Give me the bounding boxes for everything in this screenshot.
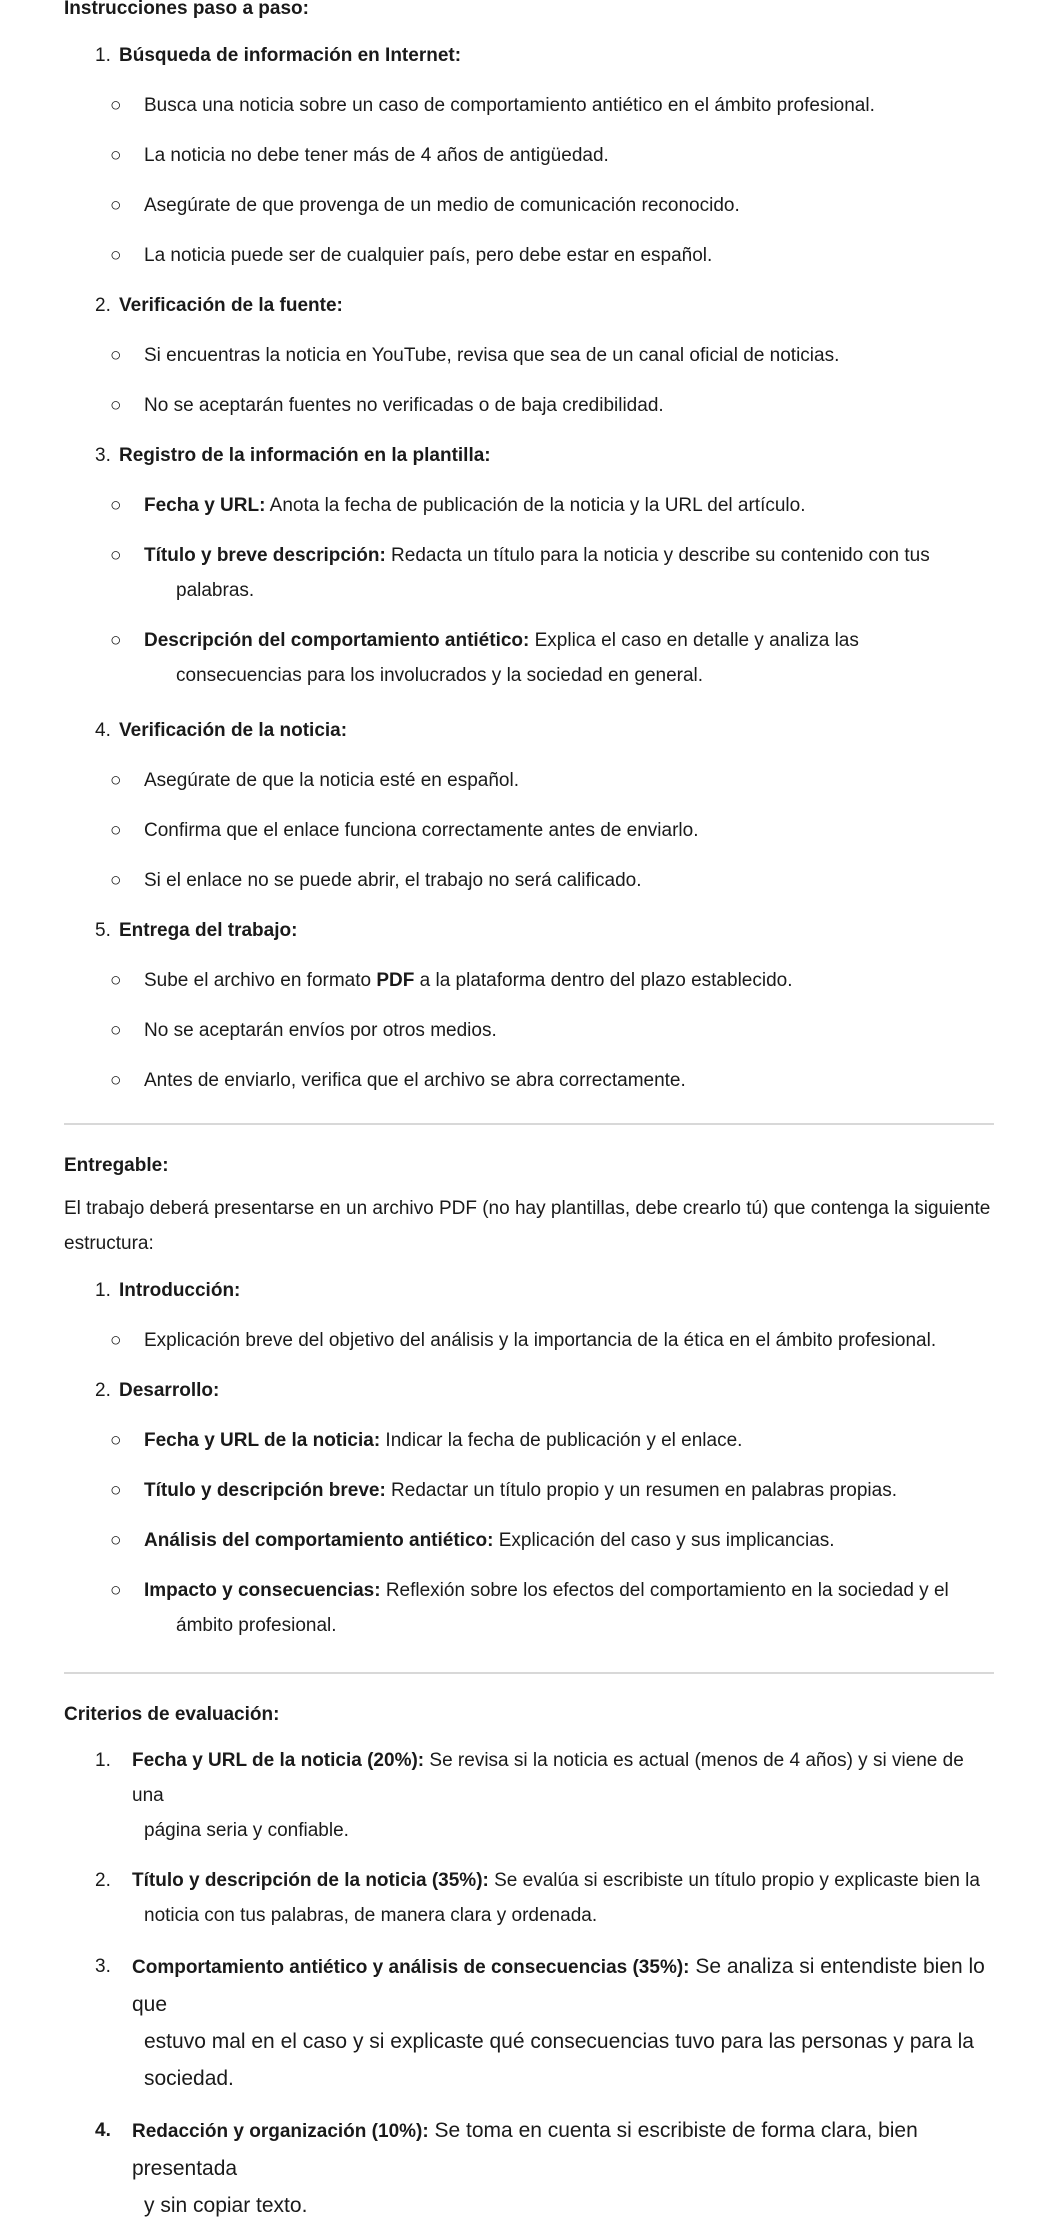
bullet-icon: ○	[110, 1430, 122, 1451]
criteria-list	[64, 1743, 994, 2224]
section-divider	[64, 1672, 994, 1674]
step-title: Desarrollo:	[119, 1380, 220, 1401]
list-item: ○ Si encuentras la noticia en YouTube, revisa que sea de un canal oficial de noticias.	[9, 338, 994, 373]
criteria-number: 4.	[95, 2120, 111, 2141]
bullet-icon: ○	[110, 145, 122, 166]
list-item: ○ La noticia no debe tener más de 4 años de antigüedad.	[9, 138, 994, 173]
step-item	[64, 713, 994, 748]
bullet-icon: ○	[110, 195, 122, 216]
list-item: ○ La noticia puede ser de cualquier país, pero debe estar en español.	[9, 238, 994, 273]
section-divider	[64, 1123, 994, 1125]
deliverable-heading: Entregable:	[64, 1155, 169, 1176]
list-item: ○ Asegúrate de que provenga de un medio de comunicación reconocido.	[9, 188, 994, 223]
bullet-icon: ○	[110, 1330, 122, 1351]
list-item: ○ Descripción del comportamiento antiético: Explica el caso en detalle y analiza las consecuencias para los involucrados y la sociedad en general.	[9, 623, 994, 693]
criteria-item: 4. Redacción y organización (10%): Se toma en cuenta si escribiste de forma clara, bien presentada y sin copiar texto.	[64, 2112, 994, 2224]
bullet-icon: ○	[110, 395, 122, 416]
step-4-items	[64, 763, 994, 898]
step-title: Introducción:	[119, 1280, 241, 1301]
step-5	[64, 913, 994, 948]
bullet-icon: ○	[110, 870, 122, 891]
step-3	[64, 438, 994, 473]
list-item: ○ Asegúrate de que la noticia esté en español.	[9, 763, 994, 798]
step-item	[64, 913, 994, 948]
bullet-icon: ○	[110, 1530, 122, 1551]
criteria-number: 3.	[95, 1956, 111, 1977]
list-item: ○ Si el enlace no se puede abrir, el trabajo no será calificado.	[9, 863, 994, 898]
bullet-icon: ○	[110, 820, 122, 841]
step-title: Registro de la información en la plantilla:	[119, 445, 491, 466]
list-item: ○ Título y breve descripción: Redacta un título para la noticia y describe su contenido con tus palabras.	[9, 538, 994, 608]
bullet-icon: ○	[110, 970, 122, 991]
list-item: ○ Busca una noticia sobre un caso de comportamiento antiético en el ámbito profesional.	[9, 88, 994, 123]
step-4	[64, 713, 994, 748]
list-item: ○ Confirma que el enlace funciona correctamente antes de enviarlo.	[9, 813, 994, 848]
deliverable-section-2-items	[64, 1423, 994, 1643]
list-item: ○ Antes de enviarlo, verifica que el archivo se abra correctamente.	[9, 1063, 994, 1098]
step-number: 1.	[95, 1280, 111, 1301]
step-number: 2.	[95, 1380, 111, 1401]
criteria-number: 1.	[95, 1750, 111, 1771]
list-item: ○ No se aceptarán fuentes no verificadas o de baja credibilidad.	[9, 388, 994, 423]
bullet-icon: ○	[110, 1580, 122, 1601]
step-number: 3.	[95, 445, 111, 466]
step-number: 4.	[95, 720, 111, 741]
step-title: Búsqueda de información en Internet:	[119, 45, 462, 66]
instructions-heading: Instrucciones paso a paso:	[64, 0, 309, 19]
step-item	[64, 288, 994, 323]
bullet-icon: ○	[110, 1020, 122, 1041]
criteria-number: 2.	[95, 1870, 111, 1891]
criteria-item: 3. Comportamiento antiético y análisis de consecuencias (35%): Se analiza si entendiste bien lo que estuvo mal en el caso y si explicaste qué consecuencias tuvo para las personas y para la sociedad.	[64, 1948, 994, 2097]
step-title: Verificación de la noticia:	[119, 720, 348, 741]
list-item: ○ Sube el archivo en formato PDF a la plataforma dentro del plazo establecido.	[9, 963, 994, 998]
bullet-icon: ○	[110, 770, 122, 791]
step-2	[64, 288, 994, 323]
list-item: ○ Impacto y consecuencias: Reflexión sobre los efectos del comportamiento en la sociedad y el ámbito profesional.	[9, 1573, 994, 1643]
bullet-icon: ○	[110, 630, 122, 651]
list-item: ○ No se aceptarán envíos por otros medios.	[9, 1013, 994, 1048]
step-item	[64, 38, 994, 73]
step-2-items	[64, 338, 994, 423]
deliverable-intro: El trabajo deberá presentarse en un archivo PDF (no hay plantillas, debe crearlo tú) que contenga la siguiente estructura:	[64, 1198, 991, 1254]
step-item	[64, 1373, 994, 1408]
bullet-icon: ○	[110, 545, 122, 566]
step-number: 2.	[95, 295, 111, 316]
list-item: ○ Explicación breve del objetivo del análisis y la importancia de la ética en el ámbito profesional.	[9, 1323, 994, 1358]
criteria-heading: Criterios de evaluación:	[64, 1704, 280, 1725]
criteria-item: 1. Fecha y URL de la noticia (20%): Se revisa si la noticia es actual (menos de 4 años) y si viene de una página seria y confiable.	[64, 1743, 994, 1848]
bullet-icon: ○	[110, 245, 122, 266]
list-item: ○ Título y descripción breve: Redactar un título propio y un resumen en palabras propias.	[9, 1473, 994, 1508]
list-item: ○ Fecha y URL de la noticia: Indicar la fecha de publicación y el enlace.	[9, 1423, 994, 1458]
step-3-items	[64, 488, 994, 693]
bullet-icon: ○	[110, 1480, 122, 1501]
step-5-items	[64, 963, 994, 1098]
list-item: ○ Fecha y URL: Anota la fecha de publicación de la noticia y la URL del artículo.	[9, 488, 994, 523]
deliverable-section-1-items	[64, 1323, 994, 1358]
step-item	[64, 1273, 994, 1308]
step-title: Verificación de la fuente:	[119, 295, 343, 316]
step-1	[64, 38, 994, 73]
step-item	[64, 438, 994, 473]
step-1-items	[64, 88, 994, 273]
bullet-icon: ○	[110, 345, 122, 366]
step-title: Entrega del trabajo:	[119, 920, 298, 941]
bullet-icon: ○	[110, 1070, 122, 1091]
step-number: 5.	[95, 920, 111, 941]
deliverable-section-2	[64, 1373, 994, 1408]
bullet-icon: ○	[110, 95, 122, 116]
criteria-item: 2. Título y descripción de la noticia (35%): Se evalúa si escribiste un título propio y explicaste bien la noticia con tus palabras, de manera clara y ordenada.	[64, 1863, 994, 1933]
list-item: ○ Análisis del comportamiento antiético: Explicación del caso y sus implicancias.	[9, 1523, 994, 1558]
bullet-icon: ○	[110, 495, 122, 516]
deliverable-section-1	[64, 1273, 994, 1308]
step-number: 1.	[95, 45, 111, 66]
